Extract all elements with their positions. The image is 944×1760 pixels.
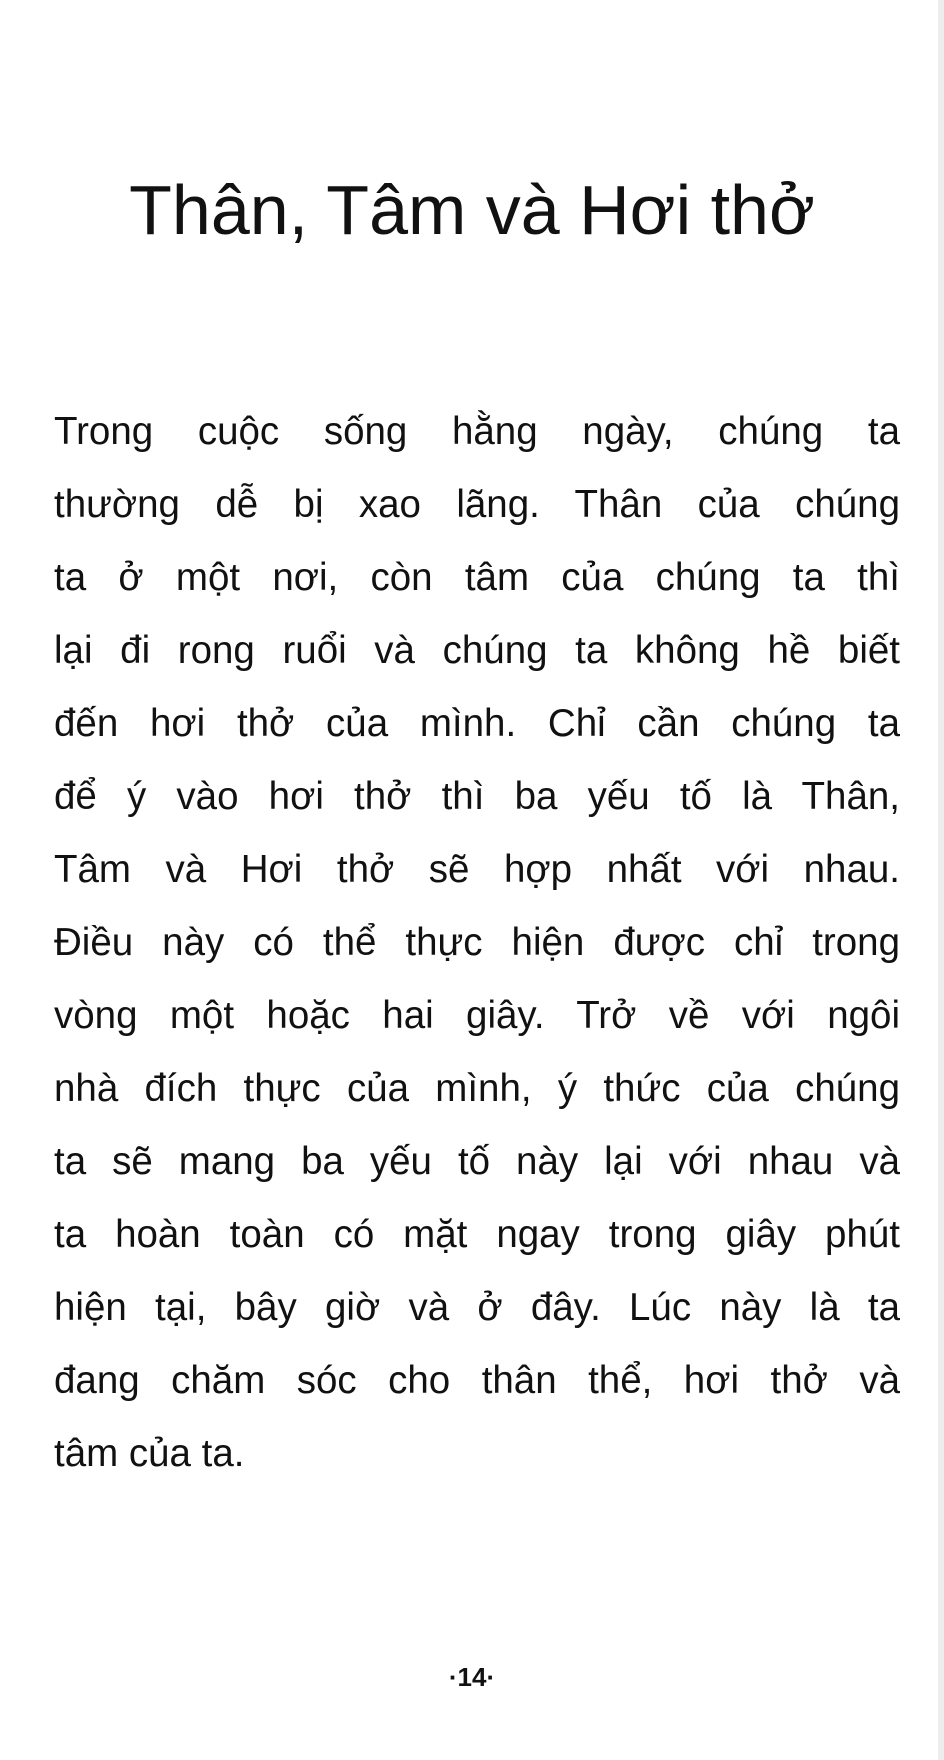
paragraph-line: Tâm và Hơi thở sẽ hợp nhất với nhau.: [54, 848, 900, 891]
paragraph-line: đang chăm sóc cho thân thể, hơi thở và: [54, 1359, 900, 1402]
paragraph-line: lại đi rong ruổi và chúng ta không hề biết: [54, 629, 900, 672]
chapter-title: Thân, Tâm và Hơi thở: [129, 171, 815, 249]
page-number: ·14·: [448, 1662, 496, 1692]
paragraph-line: ta hoàn toàn có mặt ngay trong giây phút: [54, 1213, 900, 1256]
paragraph-line: vòng một hoặc hai giây. Trở về với ngôi: [54, 994, 900, 1037]
paragraph-line: đến hơi thở của mình. Chỉ cần chúng ta: [54, 702, 900, 745]
paragraph-line: ta ở một nơi, còn tâm của chúng ta thì: [54, 556, 900, 599]
paragraph-line: Điều này có thể thực hiện được chỉ trong: [54, 921, 900, 964]
paragraph-line: Trong cuộc sống hằng ngày, chúng ta: [54, 410, 900, 453]
paragraph-line: ta sẽ mang ba yếu tố này lại với nhau và: [54, 1140, 900, 1183]
paragraph-line: để ý vào hơi thở thì ba yếu tố là Thân,: [54, 775, 900, 818]
page-edge-shadow: [938, 0, 944, 1760]
paragraph-line: nhà đích thực của mình, ý thức của chúng: [54, 1067, 900, 1110]
body-paragraph: [54, 395, 900, 1490]
paragraph-line: tâm của ta.: [54, 1432, 245, 1475]
paragraph-line: hiện tại, bây giờ và ở đây. Lúc này là ta: [54, 1286, 900, 1329]
paragraph-line: thường dễ bị xao lãng. Thân của chúng: [54, 483, 900, 526]
